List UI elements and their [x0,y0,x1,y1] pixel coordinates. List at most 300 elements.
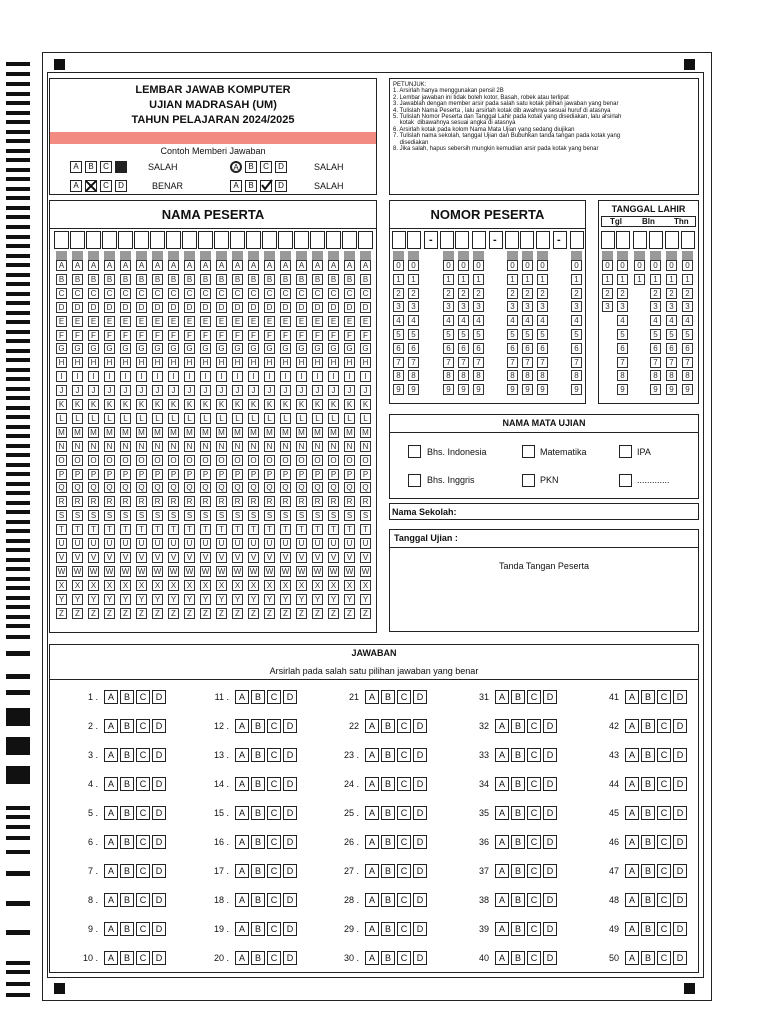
name-letter-bubble[interactable]: A [120,260,131,271]
answer-option-bubble[interactable]: C [527,748,541,762]
answer-option-bubble[interactable]: D [543,719,557,733]
name-letter-bubble[interactable]: W [57,566,66,576]
name-letter-bubble[interactable]: K [168,399,179,410]
name-letter-bubble[interactable]: T [168,524,179,535]
name-letter-bubble[interactable]: A [136,260,147,271]
name-letter-bubble[interactable]: A [296,260,307,271]
name-letter-bubble[interactable]: G [88,343,99,354]
answer-option-bubble[interactable]: D [283,951,297,965]
name-letter-bubble[interactable]: N [248,441,259,452]
name-letter-bubble[interactable]: F [152,330,163,341]
name-letter-bubble[interactable]: J [72,385,83,396]
name-letter-bubble[interactable]: O [72,455,83,466]
name-letter-bubble[interactable]: F [312,330,323,341]
name-letter-bubble[interactable]: M [232,427,243,438]
name-letter-bubble[interactable]: F [184,330,195,341]
name-letter-bubble[interactable]: O [56,455,67,466]
nomor-digit-bubble[interactable]: 2 [537,288,548,299]
name-letter-bubble[interactable]: T [72,524,83,535]
answer-option-bubble[interactable]: D [543,951,557,965]
nomor-digit-bubble[interactable]: 1 [458,274,469,285]
name-letter-bubble[interactable]: W [121,566,130,576]
name-letter-bubble[interactable]: H [168,357,179,368]
name-letter-bubble[interactable]: K [216,399,227,410]
answer-option-bubble[interactable]: A [495,951,509,965]
name-letter-bubble[interactable]: Z [328,608,339,619]
nomor-digit-bubble[interactable]: 5 [571,329,582,340]
nomor-digit-bubble[interactable]: 0 [507,260,518,271]
name-letter-bubble[interactable]: B [216,274,227,285]
name-letter-bubble[interactable]: X [248,580,259,591]
answer-option-bubble[interactable]: A [235,806,249,820]
answer-option-bubble[interactable]: B [251,835,265,849]
answer-option-bubble[interactable]: A [495,893,509,907]
name-letter-bubble[interactable]: R [152,496,163,507]
nomor-digit-bubble[interactable]: 0 [571,260,582,271]
name-letter-bubble[interactable]: G [232,343,243,354]
answer-option-bubble[interactable]: B [511,893,525,907]
name-letter-bubble[interactable]: Y [248,594,259,605]
name-letter-bubble[interactable]: B [328,274,339,285]
nomor-digit-bubble[interactable]: 9 [571,384,582,395]
answer-option-bubble[interactable]: D [152,806,166,820]
name-letter-bubble[interactable]: Y [312,594,323,605]
name-letter-bubble[interactable]: Y [136,594,147,605]
tanggal-digit-bubble[interactable]: 4 [666,315,677,326]
tanggal-digit-bubble[interactable]: 1 [602,274,613,285]
name-letter-bubble[interactable]: U [152,538,163,549]
name-letter-bubble[interactable]: V [136,552,147,563]
name-letter-bubble[interactable]: M [168,427,179,438]
name-letter-bubble[interactable]: L [72,413,83,424]
answer-option-bubble[interactable]: D [673,748,687,762]
nomor-digit-bubble[interactable]: 0 [537,260,548,271]
name-letter-bubble[interactable]: Y [168,594,179,605]
name-letter-bubble[interactable]: E [72,316,83,327]
nomor-digit-bubble[interactable]: 5 [537,329,548,340]
name-letter-bubble[interactable]: N [168,441,179,452]
nomor-digit-bubble[interactable]: 1 [393,274,404,285]
name-letter-bubble[interactable]: R [360,496,371,507]
name-letter-bubble[interactable]: R [280,496,291,507]
answer-option-bubble[interactable]: D [413,893,427,907]
name-letter-bubble[interactable]: J [120,385,131,396]
name-letter-bubble[interactable]: S [248,510,259,521]
name-letter-bubble[interactable]: A [88,260,99,271]
name-letter-bubble[interactable]: S [104,510,115,521]
name-letter-bubble[interactable]: M [344,427,355,438]
name-letter-bubble[interactable]: X [232,580,243,591]
name-letter-bubble[interactable]: F [88,330,99,341]
answer-option-bubble[interactable]: D [673,777,687,791]
name-letter-bubble[interactable]: T [136,524,147,535]
name-letter-bubble[interactable]: D [344,302,355,313]
name-letter-bubble[interactable]: L [360,413,371,424]
name-letter-bubble[interactable]: L [104,413,115,424]
name-letter-bubble[interactable]: F [280,330,291,341]
subject-checkbox-other[interactable] [619,474,632,487]
name-letter-bubble[interactable]: Q [184,482,195,493]
tanggal-entry-box[interactable] [649,231,663,249]
name-letter-bubble[interactable]: L [200,413,211,424]
nomor-digit-bubble[interactable]: 3 [537,301,548,312]
name-letter-bubble[interactable]: B [264,274,275,285]
name-letter-bubble[interactable]: K [152,399,163,410]
tanggal-digit-bubble[interactable]: 0 [602,260,613,271]
name-letter-bubble[interactable]: H [184,357,195,368]
name-letter-bubble[interactable]: D [248,302,259,313]
name-letter-bubble[interactable]: P [248,469,259,480]
tanggal-ujian-box[interactable] [389,529,699,632]
name-letter-bubble[interactable]: N [120,441,131,452]
nomor-digit-bubble[interactable]: 5 [393,329,404,340]
name-letter-bubble[interactable]: S [232,510,243,521]
answer-option-bubble[interactable]: A [495,922,509,936]
name-letter-bubble[interactable]: H [264,357,275,368]
name-letter-bubble[interactable]: K [360,399,371,410]
name-letter-bubble[interactable]: U [232,538,243,549]
nomor-digit-bubble[interactable]: 2 [408,288,419,299]
answer-option-bubble[interactable]: C [397,748,411,762]
name-letter-bubble[interactable]: N [104,441,115,452]
name-letter-bubble[interactable]: U [360,538,371,549]
name-letter-bubble[interactable]: X [184,580,195,591]
answer-option-bubble[interactable]: D [283,922,297,936]
name-letter-bubble[interactable]: D [72,302,83,313]
tanggal-digit-bubble[interactable]: 3 [682,301,693,312]
name-letter-bubble[interactable]: Y [88,594,99,605]
nomor-digit-bubble[interactable]: 7 [458,357,469,368]
name-letter-bubble[interactable]: J [168,385,179,396]
name-letter-bubble[interactable]: T [328,524,339,535]
name-letter-bubble[interactable]: G [120,343,131,354]
name-letter-bubble[interactable]: G [72,343,83,354]
name-letter-bubble[interactable]: O [200,455,211,466]
name-letter-box[interactable] [230,231,245,249]
name-letter-bubble[interactable]: P [136,469,147,480]
name-letter-bubble[interactable]: Q [136,482,147,493]
nomor-digit-bubble[interactable]: 2 [443,288,454,299]
answer-option-bubble[interactable]: B [641,806,655,820]
name-letter-bubble[interactable]: C [328,288,339,299]
tanggal-digit-bubble[interactable]: 2 [666,288,677,299]
name-letter-bubble[interactable]: X [120,580,131,591]
name-letter-bubble[interactable]: P [120,469,131,480]
name-letter-bubble[interactable]: L [328,413,339,424]
name-letter-bubble[interactable]: H [216,357,227,368]
tanggal-digit-bubble[interactable]: 1 [666,274,677,285]
nomor-digit-bubble[interactable]: 4 [393,315,404,326]
name-letter-bubble[interactable]: M [72,427,83,438]
name-letter-bubble[interactable]: W [73,566,82,576]
name-letter-bubble[interactable]: W [153,566,162,576]
name-letter-bubble[interactable]: I [200,371,211,382]
name-letter-box[interactable] [166,231,181,249]
name-letter-bubble[interactable]: J [216,385,227,396]
answer-option-bubble[interactable]: D [152,835,166,849]
nomor-digit-bubble[interactable]: 7 [522,357,533,368]
nama-sekolah-box[interactable] [389,503,699,520]
tanggal-digit-bubble[interactable]: 2 [602,288,613,299]
answer-option-bubble[interactable]: A [625,806,639,820]
tanggal-entry-box[interactable] [665,231,679,249]
name-letter-bubble[interactable]: R [296,496,307,507]
name-letter-bubble[interactable]: G [104,343,115,354]
name-letter-bubble[interactable]: H [360,357,371,368]
name-letter-bubble[interactable]: I [360,371,371,382]
tanggal-digit-bubble[interactable]: 9 [682,384,693,395]
name-letter-bubble[interactable]: S [120,510,131,521]
name-letter-bubble[interactable]: J [296,385,307,396]
answer-option-bubble[interactable]: C [397,719,411,733]
name-letter-bubble[interactable]: C [216,288,227,299]
name-letter-bubble[interactable]: Y [216,594,227,605]
subject-checkbox-ipa[interactable] [619,445,632,458]
answer-option-bubble[interactable]: D [283,777,297,791]
name-letter-bubble[interactable]: K [280,399,291,410]
nomor-entry-box[interactable] [570,231,584,249]
name-letter-bubble[interactable]: K [264,399,275,410]
name-letter-bubble[interactable]: C [184,288,195,299]
name-letter-bubble[interactable]: P [200,469,211,480]
name-letter-box[interactable] [86,231,101,249]
name-letter-bubble[interactable]: K [136,399,147,410]
name-letter-bubble[interactable]: M [200,427,211,438]
nomor-digit-bubble[interactable]: 0 [443,260,454,271]
name-letter-bubble[interactable]: T [216,524,227,535]
name-letter-bubble[interactable]: M [360,427,371,438]
name-letter-bubble[interactable]: R [168,496,179,507]
name-letter-bubble[interactable]: T [104,524,115,535]
name-letter-bubble[interactable]: V [72,552,83,563]
name-letter-bubble[interactable]: H [232,357,243,368]
name-letter-bubble[interactable]: V [56,552,67,563]
name-letter-bubble[interactable]: O [248,455,259,466]
name-letter-bubble[interactable]: Z [280,608,291,619]
answer-option-bubble[interactable]: C [397,835,411,849]
answer-option-bubble[interactable]: C [136,922,150,936]
name-letter-bubble[interactable]: O [312,455,323,466]
nomor-digit-bubble[interactable]: 3 [393,301,404,312]
name-letter-bubble[interactable]: B [168,274,179,285]
name-letter-bubble[interactable]: T [296,524,307,535]
answer-option-bubble[interactable]: A [625,893,639,907]
answer-option-bubble[interactable]: C [527,835,541,849]
name-letter-bubble[interactable]: S [296,510,307,521]
name-letter-bubble[interactable]: D [88,302,99,313]
name-letter-bubble[interactable]: K [88,399,99,410]
name-letter-bubble[interactable]: S [184,510,195,521]
name-letter-bubble[interactable]: J [88,385,99,396]
answer-option-bubble[interactable]: A [104,748,118,762]
name-letter-bubble[interactable]: X [152,580,163,591]
name-letter-box[interactable] [310,231,325,249]
name-letter-bubble[interactable]: A [248,260,259,271]
subject-checkbox-pkn[interactable] [522,474,535,487]
tanggal-digit-bubble[interactable]: 3 [650,301,661,312]
tanggal-entry-box[interactable] [633,231,647,249]
name-letter-bubble[interactable]: F [296,330,307,341]
name-letter-bubble[interactable]: V [232,552,243,563]
name-letter-box[interactable] [118,231,133,249]
name-letter-bubble[interactable]: Y [360,594,371,605]
name-letter-bubble[interactable]: R [232,496,243,507]
name-letter-bubble[interactable]: F [56,330,67,341]
name-letter-bubble[interactable]: W [137,566,146,576]
answer-option-bubble[interactable]: B [511,951,525,965]
answer-option-bubble[interactable]: C [136,893,150,907]
answer-option-bubble[interactable]: C [136,748,150,762]
tanggal-digit-bubble[interactable]: 5 [617,329,628,340]
answer-option-bubble[interactable]: A [104,690,118,704]
name-letter-bubble[interactable]: J [264,385,275,396]
name-letter-bubble[interactable]: O [328,455,339,466]
nomor-digit-bubble[interactable]: 6 [571,343,582,354]
name-letter-bubble[interactable]: P [184,469,195,480]
name-letter-bubble[interactable]: H [344,357,355,368]
tanggal-digit-bubble[interactable]: 7 [682,357,693,368]
name-letter-bubble[interactable]: M [296,427,307,438]
answer-option-bubble[interactable]: A [235,922,249,936]
name-letter-bubble[interactable]: Q [104,482,115,493]
name-letter-bubble[interactable]: J [328,385,339,396]
nomor-digit-bubble[interactable]: 2 [458,288,469,299]
answer-option-bubble[interactable]: D [543,893,557,907]
answer-option-bubble[interactable]: D [673,690,687,704]
answer-option-bubble[interactable]: C [397,864,411,878]
answer-option-bubble[interactable]: B [120,893,134,907]
name-letter-bubble[interactable]: L [312,413,323,424]
answer-option-bubble[interactable]: D [413,864,427,878]
answer-option-bubble[interactable]: C [267,806,281,820]
name-letter-bubble[interactable]: R [312,496,323,507]
nomor-digit-bubble[interactable]: 6 [473,343,484,354]
name-letter-box[interactable] [358,231,373,249]
name-letter-bubble[interactable]: N [344,441,355,452]
name-letter-bubble[interactable]: G [152,343,163,354]
name-letter-bubble[interactable]: S [152,510,163,521]
name-letter-bubble[interactable]: C [56,288,67,299]
name-letter-bubble[interactable]: I [104,371,115,382]
name-letter-bubble[interactable]: W [217,566,226,576]
name-letter-bubble[interactable]: W [265,566,274,576]
answer-option-bubble[interactable]: A [235,690,249,704]
answer-option-bubble[interactable]: C [136,777,150,791]
name-letter-bubble[interactable]: P [296,469,307,480]
name-letter-bubble[interactable]: I [264,371,275,382]
name-letter-bubble[interactable]: T [280,524,291,535]
name-letter-bubble[interactable]: L [152,413,163,424]
answer-option-bubble[interactable]: A [235,951,249,965]
name-letter-bubble[interactable]: P [56,469,67,480]
name-letter-bubble[interactable]: Z [168,608,179,619]
tanggal-digit-bubble[interactable]: 8 [666,370,677,381]
name-letter-bubble[interactable]: I [328,371,339,382]
answer-option-bubble[interactable]: B [381,835,395,849]
name-letter-bubble[interactable]: S [344,510,355,521]
name-letter-bubble[interactable]: V [296,552,307,563]
name-letter-box[interactable] [246,231,261,249]
answer-option-bubble[interactable]: D [413,777,427,791]
answer-option-bubble[interactable]: A [495,864,509,878]
answer-option-bubble[interactable]: B [251,806,265,820]
name-letter-bubble[interactable]: G [168,343,179,354]
answer-option-bubble[interactable]: C [136,690,150,704]
name-letter-bubble[interactable]: Y [152,594,163,605]
name-letter-bubble[interactable]: N [56,441,67,452]
name-letter-bubble[interactable]: W [281,566,290,576]
name-letter-bubble[interactable]: J [136,385,147,396]
name-letter-bubble[interactable]: J [184,385,195,396]
name-letter-bubble[interactable]: L [88,413,99,424]
name-letter-bubble[interactable]: X [216,580,227,591]
name-letter-box[interactable] [150,231,165,249]
nomor-digit-bubble[interactable]: 6 [393,343,404,354]
answer-option-bubble[interactable]: A [104,835,118,849]
name-letter-bubble[interactable]: Y [104,594,115,605]
name-letter-bubble[interactable]: K [232,399,243,410]
answer-option-bubble[interactable]: D [152,690,166,704]
name-letter-bubble[interactable]: U [56,538,67,549]
name-letter-box[interactable] [102,231,117,249]
tanggal-digit-bubble[interactable]: 5 [666,329,677,340]
name-letter-bubble[interactable]: H [248,357,259,368]
answer-option-bubble[interactable]: C [267,864,281,878]
tanggal-digit-bubble[interactable]: 1 [650,274,661,285]
name-letter-bubble[interactable]: R [344,496,355,507]
nomor-entry-box[interactable] [472,231,486,249]
name-letter-bubble[interactable]: R [264,496,275,507]
name-letter-bubble[interactable]: B [136,274,147,285]
name-letter-bubble[interactable]: V [104,552,115,563]
name-letter-bubble[interactable]: C [280,288,291,299]
name-letter-bubble[interactable]: D [216,302,227,313]
nomor-entry-box[interactable] [440,231,454,249]
name-letter-bubble[interactable]: E [56,316,67,327]
tanggal-digit-bubble[interactable]: 0 [666,260,677,271]
name-letter-bubble[interactable]: F [200,330,211,341]
tanggal-digit-bubble[interactable]: 0 [682,260,693,271]
name-letter-bubble[interactable]: I [168,371,179,382]
answer-option-bubble[interactable]: A [625,835,639,849]
tanggal-digit-bubble[interactable]: 8 [682,370,693,381]
name-letter-bubble[interactable]: J [152,385,163,396]
name-letter-bubble[interactable]: U [88,538,99,549]
answer-option-bubble[interactable]: B [381,748,395,762]
name-letter-bubble[interactable]: C [136,288,147,299]
name-letter-box[interactable] [326,231,341,249]
name-letter-bubble[interactable]: S [360,510,371,521]
name-letter-bubble[interactable]: S [280,510,291,521]
nomor-digit-bubble[interactable]: 1 [507,274,518,285]
name-letter-bubble[interactable]: F [168,330,179,341]
answer-option-bubble[interactable]: C [267,922,281,936]
name-letter-bubble[interactable]: Z [312,608,323,619]
answer-option-bubble[interactable]: D [152,864,166,878]
name-letter-bubble[interactable]: Q [312,482,323,493]
name-letter-bubble[interactable]: E [120,316,131,327]
name-letter-bubble[interactable]: M [184,427,195,438]
answer-option-bubble[interactable]: C [136,806,150,820]
name-letter-bubble[interactable]: Z [104,608,115,619]
answer-option-bubble[interactable]: B [641,835,655,849]
name-letter-bubble[interactable]: T [248,524,259,535]
subject-checkbox-bhs-indonesia[interactable] [408,445,421,458]
answer-option-bubble[interactable]: A [495,806,509,820]
answer-option-bubble[interactable]: D [673,922,687,936]
nomor-digit-bubble[interactable]: 7 [408,357,419,368]
name-letter-bubble[interactable]: G [328,343,339,354]
